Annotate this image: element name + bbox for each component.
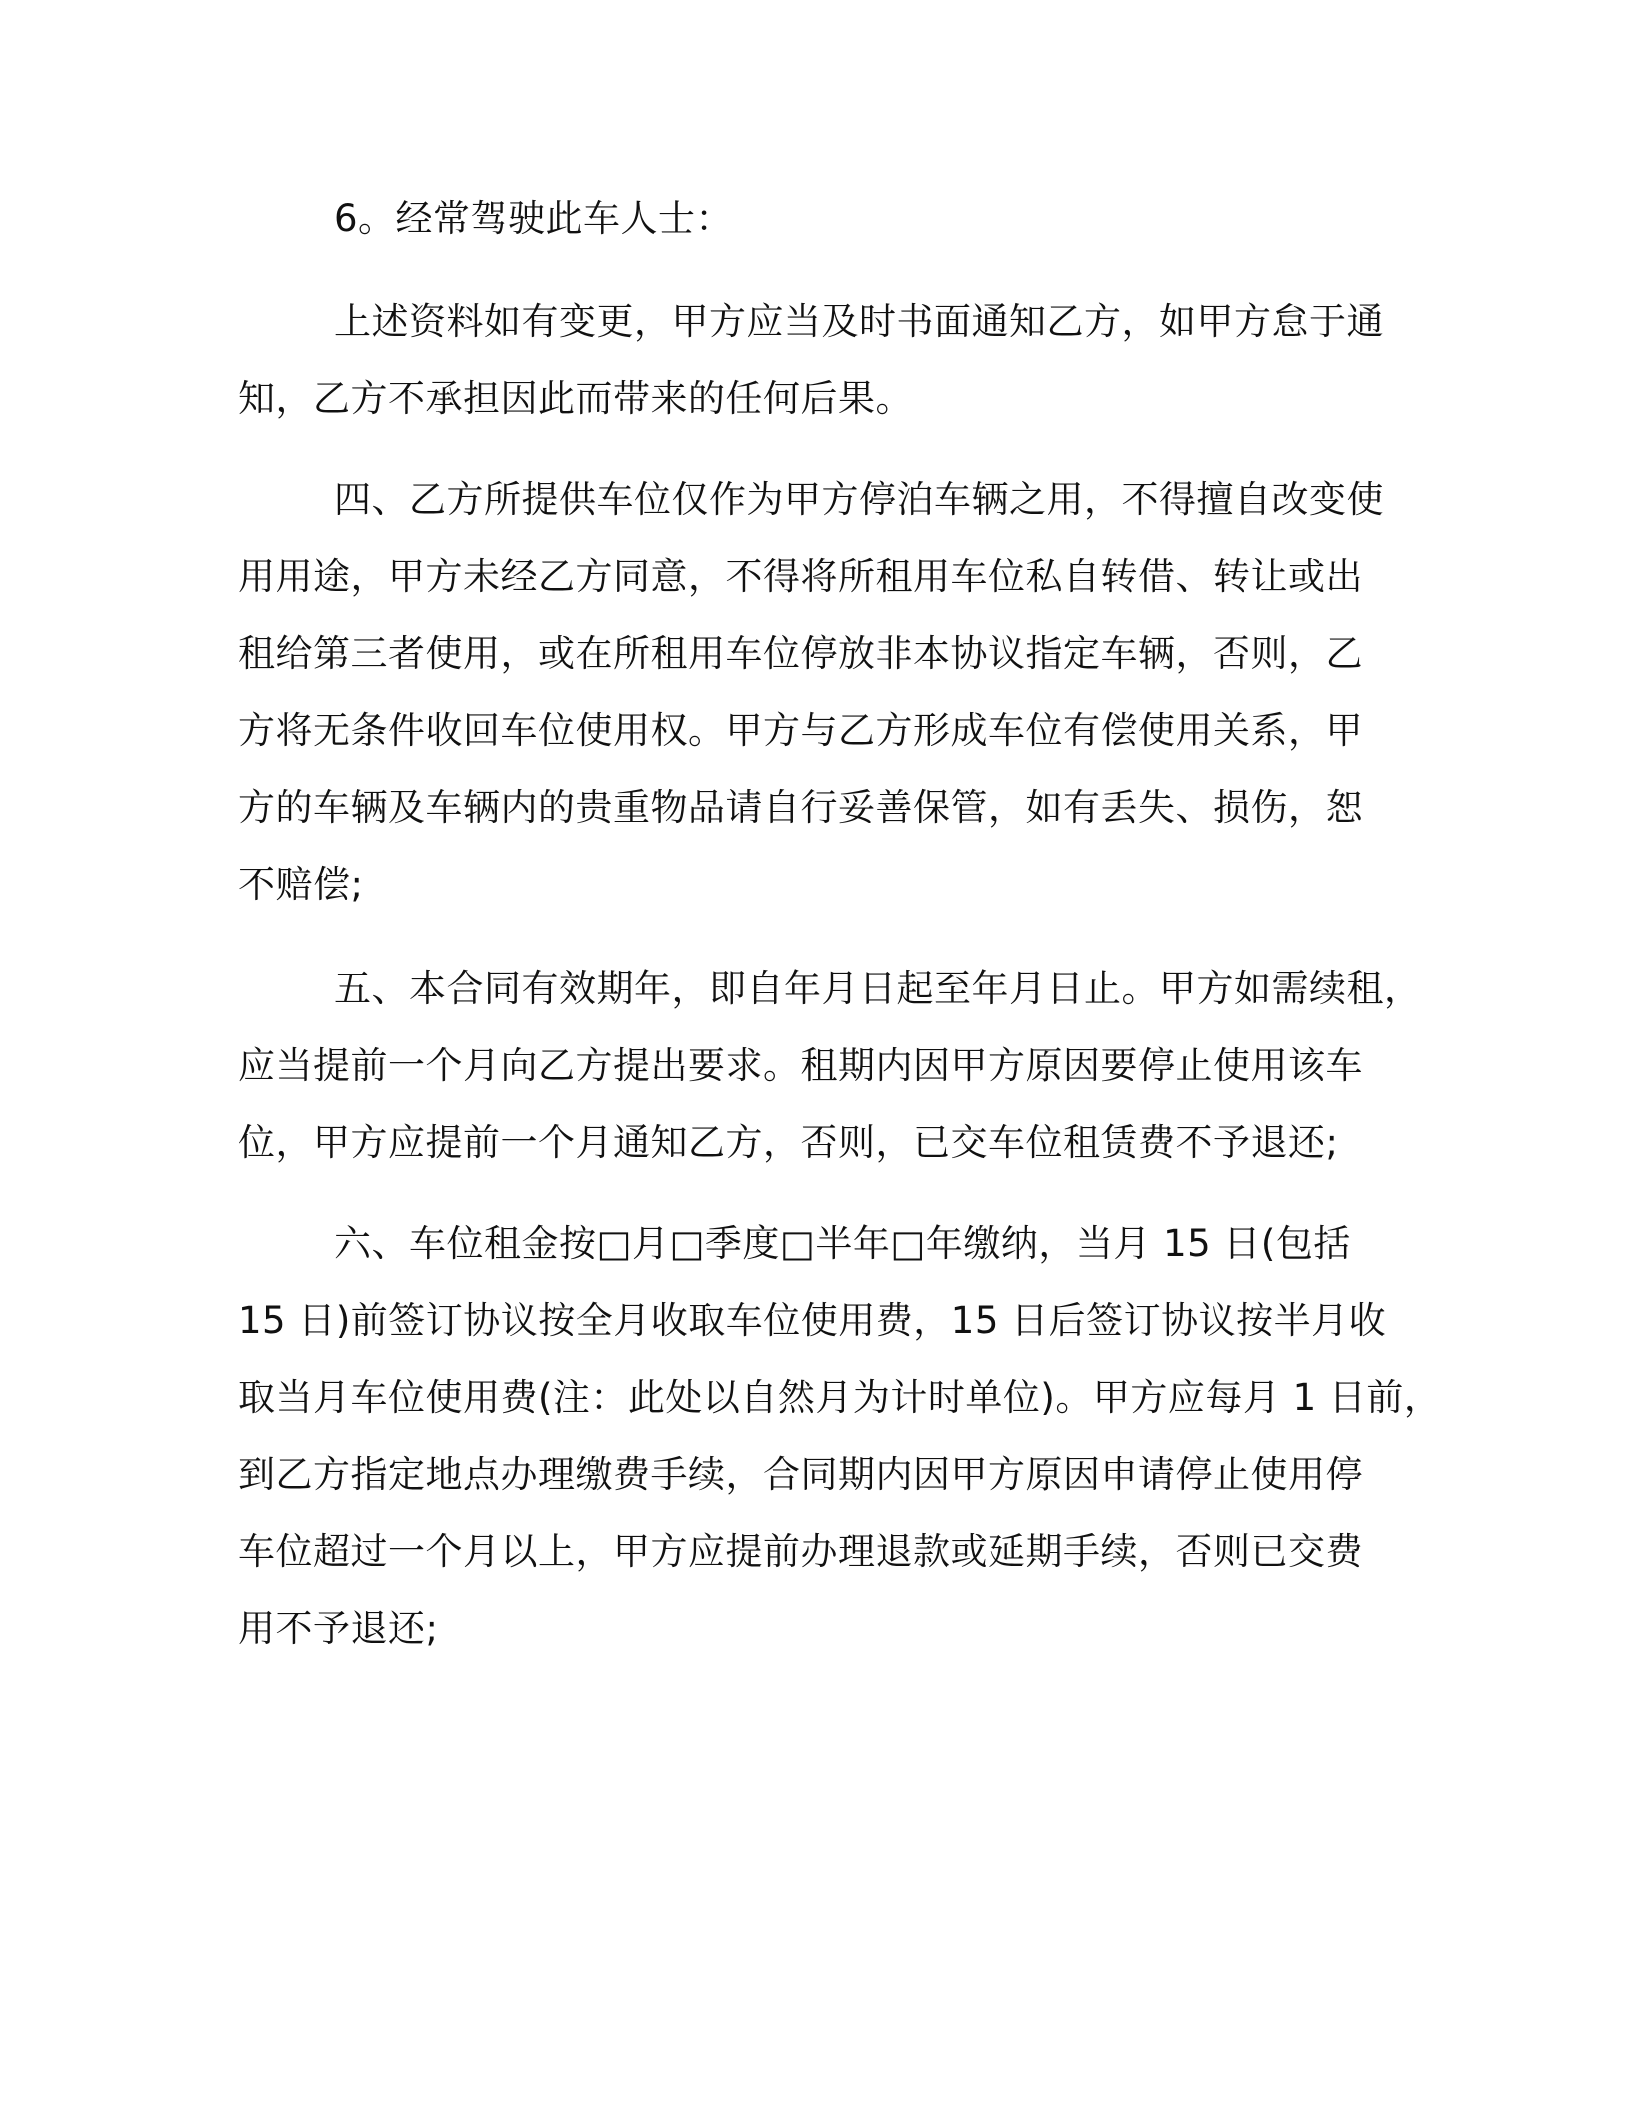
text-line: 用用途，甲方未经乙方同意，不得将所租用车位私自转借、转让或出 (238, 555, 1363, 598)
paragraph-clause-6 (238, 1205, 1442, 1667)
text-line: 到乙方指定地点办理缴费手续，合同期内因甲方原因申请停止使用停 (238, 1453, 1363, 1496)
text-line: 15 日)前签订协议按全月收取车位使用费，15 日后签订协议按半月收 (238, 1299, 1387, 1342)
text-line: 六、车位租金按□月□季度□半年□年缴纳，当月 15 日(包括 (334, 1222, 1351, 1265)
text-line: 方的车辆及车辆内的贵重物品请自行妥善保管，如有丢失、损伤，恕 (238, 786, 1363, 829)
paragraph-notice (238, 283, 1418, 437)
text-line: 知，乙方不承担因此而带来的任何后果。 (238, 377, 913, 420)
text-line: 位，甲方应提前一个月通知乙方，否则，已交车位租赁费不予退还; (238, 1121, 1339, 1164)
text-line: 车位超过一个月以上，甲方应提前办理退款或延期手续，否则已交费 (238, 1530, 1363, 1573)
text-line: 不赔偿; (238, 863, 364, 906)
text-line: 五、本合同有效期年，即自年月日起至年月日止。甲方如需续租， (334, 967, 1422, 1010)
paragraph-clause-5 (238, 950, 1422, 1181)
text-line: 四、乙方所提供车位仅作为甲方停泊车辆之用，不得擅自改变使 (334, 478, 1384, 521)
text-line: 应当提前一个月向乙方提出要求。租期内因甲方原因要停止使用该车 (238, 1044, 1363, 1087)
text-line: 用不予退还; (238, 1607, 439, 1650)
paragraph-item-6 (238, 180, 1418, 257)
paragraph-clause-4 (238, 461, 1418, 923)
text-line: 6。经常驾驶此车人士： (334, 197, 734, 240)
text-line: 租给第三者使用，或在所租用车位停放非本协议指定车辆，否则，乙 (238, 632, 1363, 675)
text-line: 取当月车位使用费(注：此处以自然月为计时单位)。甲方应每月 1 日前， (238, 1376, 1442, 1419)
text-line: 上述资料如有变更，甲方应当及时书面通知乙方，如甲方怠于通 (334, 300, 1384, 343)
text-line: 方将无条件收回车位使用权。甲方与乙方形成车位有偿使用关系，甲 (238, 709, 1363, 752)
